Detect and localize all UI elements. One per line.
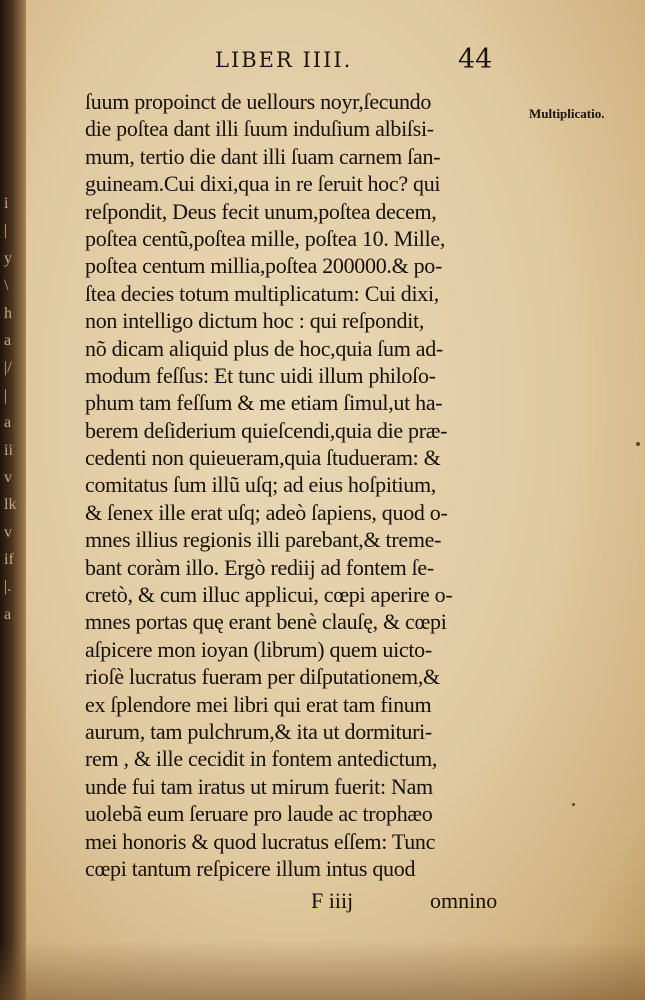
text-line: poſtea centũ,poſtea mille, poſtea 10. Mille, (85, 225, 446, 251)
show-through-glyph: a (4, 414, 12, 432)
text-line: nõ dicam aliquid plus de hoc,quia ſum ad- (85, 335, 443, 361)
text-line: rioſè lucratus fueram per diſputationem,& (85, 664, 440, 690)
text-line: mnes portas quę erant benè clauſę, & cœpi (85, 609, 447, 635)
show-through-glyph: | (4, 386, 8, 404)
show-through-glyph: h (4, 304, 12, 322)
show-through-glyph: if (4, 551, 14, 569)
text-line: die poſtea dant illi ſuum induſium albiſsi- (85, 116, 434, 142)
text-line: uolebã eum ſeruare pro laude ac trophæo (85, 801, 433, 827)
ink-speck (572, 803, 575, 806)
text-line: mum, tertio die dant illi ſuam carnem ſan- (85, 143, 441, 169)
show-through-glyph: y (4, 249, 12, 267)
signature-line (85, 886, 525, 916)
show-through-glyph: v (4, 468, 12, 486)
show-through-glyph: a (4, 331, 12, 349)
show-through-marks (4, 190, 24, 628)
folio-number: 44 (458, 44, 493, 75)
show-through-glyph: i (4, 195, 9, 212)
text-line: cretò, & cum illuc applicui, cœpi aperire o- (85, 582, 453, 608)
show-through-glyph: |. (4, 578, 12, 596)
show-through-glyph: \ (4, 277, 9, 295)
text-line: modum feſſus: Et tunc uidi illum philoſo- (85, 362, 436, 388)
text-line: rem , & ille cecidit in fontem antedictum, (85, 746, 438, 772)
show-through-glyph: |/ (4, 359, 12, 377)
ink-speck (636, 442, 640, 446)
text-line: mnes illius regionis illi parebant,& treme- (85, 527, 442, 553)
text-line: cedenti non quieueram,quia ſtudueram: & (85, 445, 441, 471)
marginal-note: Multiplicatio. (529, 106, 605, 121)
show-through-glyph: v (4, 523, 12, 541)
text-line: ſuum propoinct de uellours noyr,ſecundo (85, 89, 432, 114)
running-head: LIBER IIII. (215, 48, 353, 72)
text-line: reſpondit, Deus fecit unum,poſtea decem, (85, 198, 437, 224)
body-text (85, 88, 525, 916)
text-line: phum tam feſſum & me etiam ſimul,ut ha- (85, 390, 443, 416)
show-through-glyph: a (4, 605, 12, 623)
text-line: comitatus ſum illũ uſq; ad eius hoſpitium, (85, 472, 436, 498)
show-through-glyph: lk (4, 496, 17, 514)
show-through-glyph: ii (4, 441, 13, 459)
text-line: unde fui tam iratus ut mirum fuerit: Nam (85, 773, 433, 799)
text-line: ex ſplendore mei libri qui erat tam finum (85, 691, 432, 717)
text-line: aſpicere mon ioyan (librum) quem uicto- (85, 636, 432, 662)
page-edge-shadow (0, 940, 645, 1000)
text-line: non intelligo dictum hoc : qui reſpondit, (85, 308, 425, 334)
text-line: mei honoris & quod lucratus eſſem: Tunc (85, 828, 436, 854)
text-line: ſtea decies totum multiplicatum: Cui dixi, (85, 280, 440, 306)
text-line: bant coràm illo. Ergò rediĳ ad fontem ſe- (85, 554, 434, 580)
show-through-glyph: | (4, 222, 8, 240)
text-line: cœpi tantum reſpicere illum intus quod (85, 855, 416, 881)
catchword: omnino (430, 888, 498, 914)
signature-mark: F iiĳ (311, 888, 354, 914)
text-line: berem deſiderium quieſcendi,quia die præ- (85, 417, 448, 443)
text-line: guineam.Cui dixi,qua in re ſeruit hoc? qui (85, 171, 441, 197)
page-header (0, 44, 645, 82)
text-line: & ſenex ille erat uſq; adeò ſapiens, quod o- (85, 499, 448, 525)
text-line: poſtea centum millia,poſtea 200000.& po- (85, 253, 443, 279)
text-line: aurum, tam pulchrum,& ita ut dormituri- (85, 718, 432, 744)
